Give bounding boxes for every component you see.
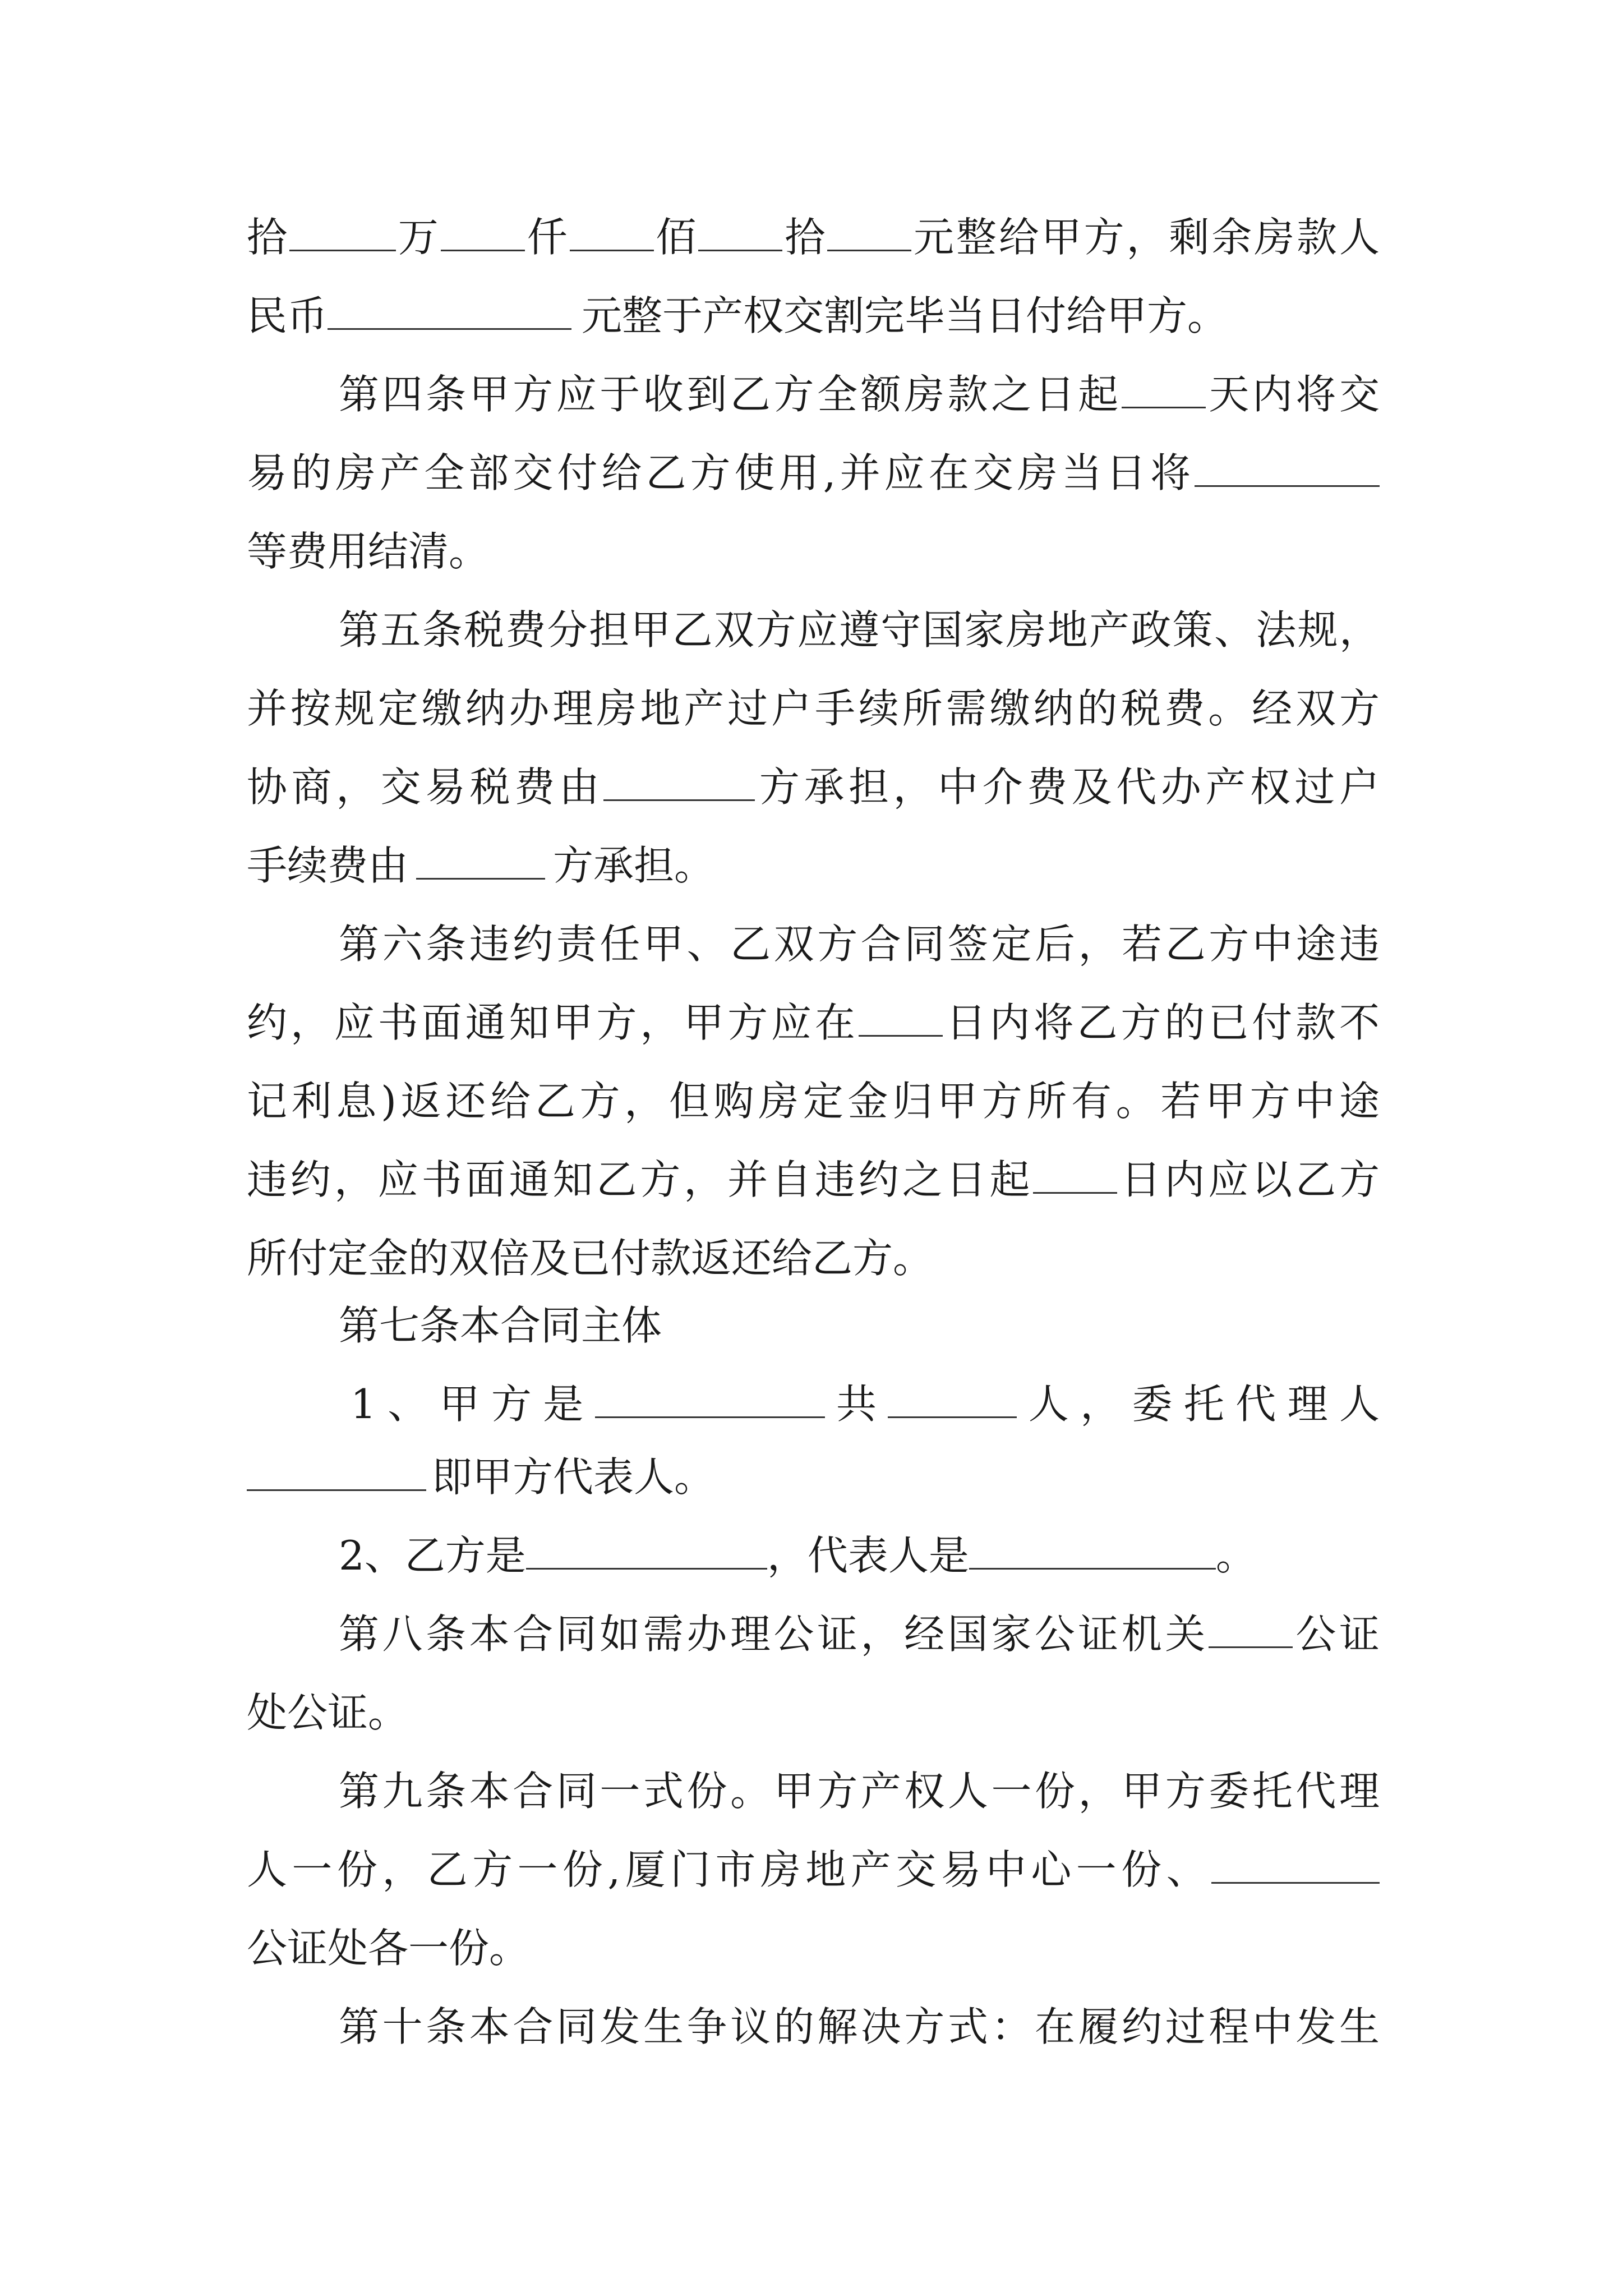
text-segment: 2、乙方是 [339, 1532, 526, 1579]
text-segment: 天内将交 [1205, 371, 1380, 418]
text-segment: 万 [395, 214, 441, 261]
text-line-15: 第七条本合同主体 [339, 1302, 662, 1349]
fill-blank [247, 1450, 426, 1491]
text-segment: 约，应书面通知甲方，甲方应在 [247, 999, 859, 1046]
text-line-18 [339, 1525, 1380, 1586]
text-segment: 拾 [782, 214, 828, 261]
fill-blank [827, 210, 911, 251]
fill-blank [1033, 1153, 1117, 1194]
text-line-2 [247, 285, 1380, 347]
text-segment: 仟 [524, 214, 570, 261]
text-segment: 元整给甲方，剩余房款人 [911, 214, 1380, 261]
text-line-24: 第十条本合同发生争议的解决方式：在履约过程中发生 [339, 2003, 1380, 2050]
text-segment: 公证 [1292, 1611, 1380, 1658]
fill-blank [698, 210, 782, 251]
text-line-21: 第九条本合同一式份。甲方产权人一份，甲方委托代理 [339, 1768, 1380, 1815]
fill-blank [1122, 367, 1206, 408]
fill-blank [969, 1529, 1216, 1570]
text-segment: 日内将乙方的已付款不 [942, 999, 1380, 1046]
fill-blank [570, 210, 654, 251]
text-line-3 [339, 364, 1380, 425]
fill-blank [289, 210, 396, 251]
text-segment: 第八条本合同如需办理公证，经国家公证机关 [339, 1611, 1209, 1658]
fill-blank [1209, 1607, 1293, 1648]
text-line-1 [247, 206, 1380, 268]
text-segment: 方承担，中介费及代办产权过户 [755, 763, 1380, 811]
text-segment: 即甲方代表人。 [432, 1453, 715, 1501]
text-segment: 。 [1215, 1532, 1256, 1579]
text-segment: 元整于产权交割完毕当日付给甲方。 [582, 292, 1228, 339]
fill-blank [859, 996, 943, 1037]
text-segment: 人一份，乙方一份,厦门市房地产交易中心一份、 [247, 1846, 1211, 1893]
text-segment: 违约，应书面通知乙方，并自违约之日起 [247, 1156, 1034, 1203]
text-line-6: 第五条税费分担甲乙双方应遵守国家房地产政策、法规， [339, 606, 1380, 654]
fill-blank [526, 1529, 767, 1570]
text-segment: ，代表人是 [767, 1532, 969, 1579]
text-segment: 第四条甲方应于收到乙方全额房款之日起 [339, 371, 1122, 418]
text-line-10: 第六条违约责任甲、乙双方合同签定后，若乙方中途违 [339, 921, 1380, 968]
text-segment: 拾 [247, 214, 289, 261]
text-line-5: 等费用结清。 [247, 528, 490, 575]
text-line-19 [339, 1603, 1380, 1665]
text-line-14: 所付定金的双倍及已付款返还给乙方。 [247, 1235, 934, 1282]
fill-blank [416, 839, 545, 880]
text-line-9 [247, 835, 1380, 896]
fill-blank [603, 760, 755, 801]
text-line-22 [247, 1839, 1380, 1901]
fill-blank [888, 1377, 1017, 1418]
fill-blank [441, 210, 525, 251]
text-segment: 易的房产全部交付给乙方使用,并应在交房当日将 [247, 449, 1195, 496]
text-segment: 佰 [653, 214, 699, 261]
text-line-20: 处公证。 [247, 1689, 409, 1736]
text-line-4 [247, 442, 1380, 504]
text-line-11 [247, 992, 1380, 1053]
fill-blank [595, 1377, 825, 1418]
text-segment: 人，委托代理人 [1017, 1381, 1380, 1428]
text-line-7: 并按规定缴纳办理房地产过户手续所需缴纳的税费。经双方 [247, 685, 1380, 732]
text-line-23: 公证处各一份。 [247, 1925, 530, 1972]
text-line-13 [247, 1149, 1380, 1211]
fill-blank [1211, 1843, 1380, 1884]
text-segment: 民币 [247, 292, 328, 339]
text-segment: 手续费由 [247, 842, 409, 889]
text-segment: 1、甲方是 [351, 1381, 595, 1428]
text-segment: 方承担。 [553, 842, 715, 889]
text-line-12: 记利息)返还给乙方，但购房定金归甲方所有。若甲方中途 [247, 1078, 1380, 1125]
text-segment: 共 [824, 1381, 888, 1428]
text-line-17 [247, 1446, 1380, 1508]
fill-blank [1195, 446, 1380, 487]
text-segment: 协商，交易税费由 [247, 763, 604, 811]
text-line-16 [351, 1373, 1380, 1435]
text-line-8 [247, 756, 1380, 818]
text-segment: 日内应以乙方 [1117, 1156, 1380, 1203]
fill-blank [328, 289, 571, 330]
